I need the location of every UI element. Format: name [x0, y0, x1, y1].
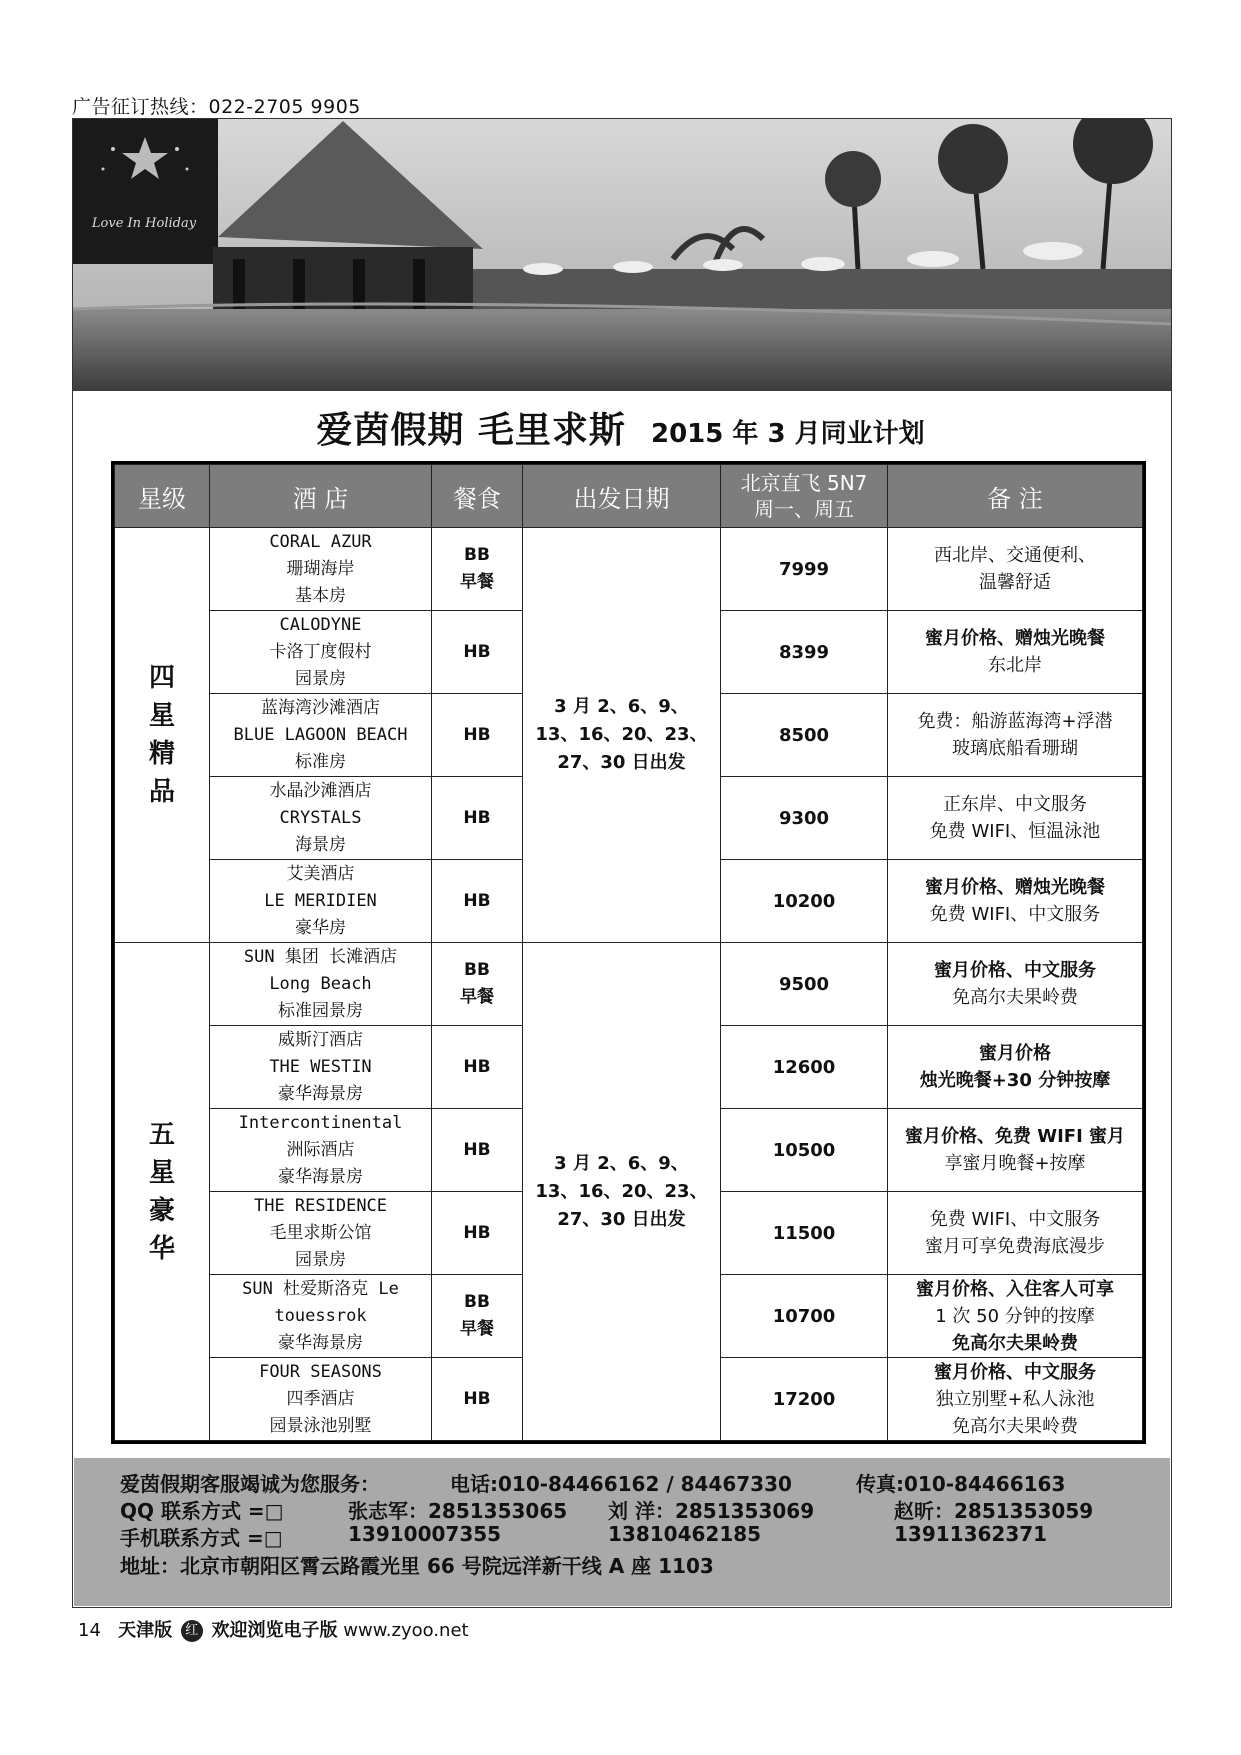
header-hotel: 酒 店: [210, 465, 432, 528]
table-header-row: [115, 465, 1143, 528]
star-char: 四: [148, 663, 175, 693]
header-note: 备 注: [888, 465, 1143, 528]
header-star: 星级: [115, 465, 210, 528]
hotel-cell: [210, 777, 432, 860]
hotel-cell: [210, 860, 432, 943]
price-cell: 11500: [721, 1192, 888, 1275]
hotel-line: 蓝海湾沙滩酒店: [261, 697, 380, 718]
note-line: 免费：船游蓝海湾+浮潜: [917, 711, 1113, 732]
note-line: 西北岸、交通便利、: [934, 545, 1096, 566]
meal-cell: [432, 1026, 523, 1109]
service-text: 爱茵假期客服竭诚为您服务：: [120, 1472, 380, 1496]
table-row: [115, 943, 1143, 1026]
star-category: [115, 943, 210, 1441]
meal-cell: [432, 611, 523, 694]
star-category: [115, 528, 210, 943]
meal-cell: [432, 943, 523, 1026]
note-line: 蜜月可享免费海底漫步: [925, 1236, 1105, 1257]
note-cell: [888, 1026, 1143, 1109]
hotel-cell: [210, 1192, 432, 1275]
hotel-line: CORAL AZUR: [269, 531, 372, 552]
table-body: [115, 528, 1143, 1441]
meal-line: HB: [463, 1139, 491, 1160]
mobile-label: 手机联系方式 =□: [120, 1526, 283, 1550]
price-cell: 10700: [721, 1275, 888, 1358]
star-char: 星: [148, 701, 175, 731]
header-dates: 出发日期: [523, 465, 721, 528]
star-char: 品: [148, 777, 175, 807]
departure-dates: 3 月 2、6、9、13、16、20、23、27、30 日出发: [523, 943, 721, 1441]
hotel-line: CRYSTALS: [279, 807, 362, 828]
price-table: [111, 461, 1146, 1444]
qq-liu: 刘 洋：2851353069: [608, 1499, 815, 1523]
title-main: 爱茵假期 毛里求斯: [316, 410, 626, 451]
note-line: 免费 WIFI、中文服务: [929, 904, 1101, 925]
resort-banner-image: [73, 119, 1171, 391]
hotel-line: SUN 杜爱斯洛克 Le: [242, 1278, 399, 1299]
hotel-line: 园景房: [295, 1249, 346, 1270]
hotel-line: 标准园景房: [278, 1000, 363, 1021]
mobile-3: 13911362371: [894, 1522, 1048, 1546]
note-line: 烛光晚餐+30 分钟按摩: [919, 1070, 1111, 1091]
hotel-cell: [210, 611, 432, 694]
hotel-line: 珊瑚海岸: [286, 558, 355, 579]
hotel-cell: [210, 1358, 432, 1441]
note-line: 蜜月价格、中文服务: [934, 960, 1096, 981]
note-cell: [888, 1275, 1143, 1358]
edition-label: 天津版: [118, 1620, 173, 1641]
qq-zhang: 张志军：2851353065: [348, 1499, 568, 1523]
ad-hotline: 广告征订热线：022-2705 9905: [72, 96, 361, 118]
hotel-line: 毛里求斯公馆: [269, 1222, 372, 1243]
meal-line: 早餐: [460, 987, 494, 1007]
fax-text: 传真:010-84466163: [856, 1472, 1066, 1496]
note-line: 1 次 50 分钟的按摩: [935, 1305, 1095, 1327]
meal-line: HB: [463, 1056, 491, 1077]
page-number: 14: [78, 1620, 101, 1641]
meal-line: 早餐: [460, 572, 494, 592]
note-line: 免高尔夫果岭费: [952, 987, 1078, 1008]
hotel-line: 豪华海景房: [278, 1083, 363, 1104]
meal-line: HB: [463, 890, 491, 911]
hotel-line: 豪华海景房: [278, 1332, 363, 1353]
note-line: 独立别墅+私人泳池: [935, 1388, 1095, 1410]
note-cell: [888, 611, 1143, 694]
welcome-text: 欢迎浏览电子版: [211, 1620, 338, 1641]
note-line: 免高尔夫果岭费: [952, 1332, 1078, 1354]
brand-logo: Love In Holiday: [91, 216, 197, 231]
note-line: 蜜月价格、赠烛光晚餐: [925, 628, 1105, 649]
mobile-2: 13810462185: [608, 1522, 762, 1546]
hotel-cell: [210, 528, 432, 611]
meal-line: BB: [464, 1292, 490, 1312]
note-cell: [888, 777, 1143, 860]
hotel-line: 基本房: [295, 585, 346, 606]
note-cell: [888, 860, 1143, 943]
phone-text: 电话:010-84466162 / 84467330: [450, 1472, 792, 1496]
hotel-line: 水晶沙滩酒店: [269, 780, 372, 801]
page-footer: [78, 1616, 469, 1642]
price-cell: 8500: [721, 694, 888, 777]
hong-logo-icon: 红: [181, 1620, 203, 1642]
header-price: [721, 465, 888, 528]
note-line: 免费 WIFI、中文服务: [929, 1209, 1101, 1230]
meal-cell: [432, 528, 523, 611]
meal-line: HB: [463, 807, 491, 828]
header-price-line1: 北京直飞 5N7: [740, 471, 868, 495]
departure-dates: 3 月 2、6、9、13、16、20、23、27、30 日出发: [523, 528, 721, 943]
note-line: 蜜月价格、免费 WIFI 蜜月: [904, 1126, 1126, 1147]
hotel-line: touessrok: [274, 1305, 367, 1326]
note-cell: [888, 694, 1143, 777]
star-char: 豪: [148, 1195, 175, 1226]
hotel-cell: [210, 1026, 432, 1109]
price-cell: 9300: [721, 777, 888, 860]
star-char: 五: [148, 1119, 175, 1150]
hotel-line: 海景房: [295, 834, 346, 855]
meal-line: HB: [463, 724, 491, 745]
price-cell: 10200: [721, 860, 888, 943]
qq-label: QQ 联系方式 =□: [120, 1499, 284, 1523]
hotel-line: THE WESTIN: [269, 1056, 372, 1077]
note-line: 免费 WIFI、恒温泳池: [929, 821, 1101, 842]
meal-line: HB: [463, 1222, 491, 1243]
meal-line: 早餐: [460, 1319, 494, 1339]
note-cell: [888, 943, 1143, 1026]
note-line: 东北岸: [988, 655, 1042, 676]
note-line: 享蜜月晚餐+按摩: [944, 1153, 1086, 1174]
meal-line: BB: [464, 545, 490, 565]
hotel-line: CALODYNE: [279, 614, 362, 635]
hotel-line: 园景房: [295, 668, 346, 689]
qq-zhao: 赵昕：2851353059: [894, 1499, 1094, 1523]
hotel-line: Intercontinental: [238, 1112, 403, 1133]
page-title: [0, 402, 1241, 453]
hotel-line: 园景泳池别墅: [269, 1415, 372, 1436]
hotel-line: 洲际酒店: [286, 1139, 355, 1160]
note-line: 蜜月价格、中文服务: [934, 1361, 1096, 1383]
address-text: 地址：北京市朝阳区霄云路霞光里 66 号院远洋新干线 A 座 1103: [120, 1554, 714, 1578]
price-cell: 7999: [721, 528, 888, 611]
price-cell: 10500: [721, 1109, 888, 1192]
note-cell: [888, 1109, 1143, 1192]
hotel-cell: [210, 1109, 432, 1192]
mobile-1: 13910007355: [348, 1522, 502, 1546]
note-line: 温馨舒适: [979, 572, 1051, 593]
price-cell: 17200: [721, 1358, 888, 1441]
hotel-cell: [210, 943, 432, 1026]
note-line: 蜜月价格: [979, 1043, 1051, 1064]
star-char: 精: [148, 739, 175, 769]
hotel-cell: [210, 1275, 432, 1358]
hotel-line: 四季酒店: [286, 1388, 355, 1409]
meal-cell: [432, 1275, 523, 1358]
meal-line: BB: [464, 960, 490, 980]
note-cell: [888, 1192, 1143, 1275]
note-line: 蜜月价格、赠烛光晚餐: [925, 877, 1105, 898]
note-line: 正东岸、中文服务: [943, 794, 1087, 815]
hotel-line: 标准房: [295, 751, 346, 772]
hotel-line: 威斯汀酒店: [278, 1029, 363, 1050]
meal-cell: [432, 777, 523, 860]
title-sub: 2015 年 3 月同业计划: [651, 419, 925, 449]
table-row: [115, 528, 1143, 611]
note-cell: [888, 528, 1143, 611]
note-line: 玻璃底船看珊瑚: [952, 738, 1078, 759]
hotel-line: 豪华海景房: [278, 1166, 363, 1187]
price-cell: 9500: [721, 943, 888, 1026]
meal-line: HB: [463, 641, 491, 662]
price-cell: 12600: [721, 1026, 888, 1109]
header-price-line2: 周一、周五: [754, 497, 854, 521]
star-char: 星: [148, 1157, 175, 1188]
hotel-cell: [210, 694, 432, 777]
note-line: 免高尔夫果岭费: [952, 1415, 1078, 1437]
header-meal: 餐食: [432, 465, 523, 528]
star-char: 华: [148, 1233, 175, 1264]
hotel-line: THE RESIDENCE: [253, 1195, 388, 1216]
hotel-line: SUN 集团 长滩酒店: [243, 946, 398, 967]
hotel-line: Long Beach: [269, 973, 372, 994]
hotel-line: 豪华房: [295, 917, 346, 938]
note-line: 蜜月价格、入住客人可享: [916, 1278, 1114, 1300]
meal-cell: [432, 694, 523, 777]
hotel-line: LE MERIDIEN: [264, 890, 377, 911]
hotel-line: BLUE LAGOON BEACH: [233, 724, 408, 745]
meal-line: HB: [463, 1388, 491, 1409]
note-cell: [888, 1358, 1143, 1441]
site-url[interactable]: www.zyoo.net: [343, 1620, 469, 1641]
hotel-line: FOUR SEASONS: [259, 1361, 382, 1382]
meal-cell: [432, 860, 523, 943]
meal-cell: [432, 1109, 523, 1192]
meal-cell: [432, 1358, 523, 1441]
contact-panel: [74, 1458, 1170, 1606]
hotel-line: 卡洛丁度假村: [269, 641, 372, 662]
price-cell: 8399: [721, 611, 888, 694]
hotel-line: 艾美酒店: [286, 863, 355, 884]
meal-cell: [432, 1192, 523, 1275]
